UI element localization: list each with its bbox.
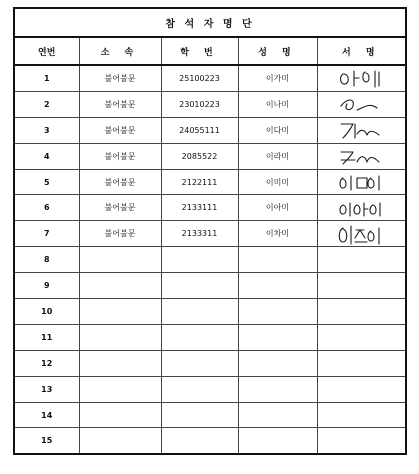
handwritten-signature: [337, 196, 385, 220]
row-student-id: 2133311: [161, 221, 238, 247]
header-signature: 서 명: [317, 37, 406, 65]
header-student-id: 학 번: [161, 37, 238, 65]
row-number: 14: [14, 402, 79, 428]
table-row: [14, 91, 406, 117]
row-signature: [317, 169, 406, 195]
row-affiliation: [79, 428, 161, 454]
row-name: 이미미: [238, 169, 317, 195]
row-number: 11: [14, 324, 79, 350]
row-name: [238, 428, 317, 454]
row-name: 이나미: [238, 91, 317, 117]
row-signature: [317, 324, 406, 350]
row-number: 12: [14, 350, 79, 376]
table-row: [14, 428, 406, 454]
row-student-id: 25100223: [161, 65, 238, 91]
row-signature: [317, 402, 406, 428]
row-student-id: [161, 299, 238, 325]
attendee-list-sheet: [13, 7, 405, 459]
row-affiliation: [79, 376, 161, 402]
row-student-id: [161, 376, 238, 402]
row-number: 6: [14, 195, 79, 221]
row-number: 1: [14, 65, 79, 91]
table-row: [14, 169, 406, 195]
row-student-id: 23010223: [161, 91, 238, 117]
attendee-rows: [14, 65, 406, 454]
row-name: [238, 376, 317, 402]
header-row: [14, 37, 406, 65]
table-row: [14, 221, 406, 247]
table-row: [14, 324, 406, 350]
row-number: 9: [14, 273, 79, 299]
row-name: 이다미: [238, 117, 317, 143]
row-name: 이아미: [238, 195, 317, 221]
row-student-id: [161, 350, 238, 376]
header-name: 성 명: [238, 37, 317, 65]
row-number: 2: [14, 91, 79, 117]
row-number: 3: [14, 117, 79, 143]
row-student-id: 2133111: [161, 195, 238, 221]
row-affiliation: [79, 402, 161, 428]
row-affiliation: [79, 273, 161, 299]
row-number: 8: [14, 247, 79, 273]
row-number: 5: [14, 169, 79, 195]
row-name: 이라미: [238, 143, 317, 169]
handwritten-signature: [337, 118, 385, 142]
row-affiliation: 불어불문: [79, 195, 161, 221]
row-name: [238, 247, 317, 273]
row-affiliation: 불어불문: [79, 143, 161, 169]
row-name: [238, 299, 317, 325]
row-number: 15: [14, 428, 79, 454]
row-name: 이가미: [238, 65, 317, 91]
handwritten-signature: [337, 66, 385, 90]
table-row: [14, 195, 406, 221]
row-name: 이차미: [238, 221, 317, 247]
row-signature: [317, 350, 406, 376]
table-row: [14, 273, 406, 299]
row-student-id: [161, 428, 238, 454]
row-signature: [317, 91, 406, 117]
handwritten-signature: [337, 170, 385, 194]
row-name: [238, 273, 317, 299]
row-number: 7: [14, 221, 79, 247]
table-row: [14, 65, 406, 91]
row-affiliation: [79, 350, 161, 376]
table-row: [14, 299, 406, 325]
row-signature: [317, 221, 406, 247]
table-row: [14, 376, 406, 402]
row-signature: [317, 65, 406, 91]
row-number: 10: [14, 299, 79, 325]
row-student-id: 2085522: [161, 143, 238, 169]
row-affiliation: [79, 324, 161, 350]
title-row: [14, 8, 406, 37]
document-title: 참 석 자 명 단: [14, 8, 406, 37]
row-number: 13: [14, 376, 79, 402]
table-row: [14, 143, 406, 169]
header-affiliation: 소 속: [79, 37, 161, 65]
row-affiliation: 불어불문: [79, 221, 161, 247]
row-signature: [317, 143, 406, 169]
row-affiliation: 불어불문: [79, 117, 161, 143]
table-row: [14, 402, 406, 428]
row-signature: [317, 195, 406, 221]
row-student-id: 2122111: [161, 169, 238, 195]
row-affiliation: 불어불문: [79, 65, 161, 91]
row-signature: [317, 428, 406, 454]
row-signature: [317, 299, 406, 325]
row-student-id: 24055111: [161, 117, 238, 143]
row-name: [238, 324, 317, 350]
row-student-id: [161, 247, 238, 273]
row-name: [238, 350, 317, 376]
attendee-table: [13, 7, 407, 455]
row-signature: [317, 247, 406, 273]
table-row: [14, 350, 406, 376]
row-signature: [317, 117, 406, 143]
row-name: [238, 402, 317, 428]
row-signature: [317, 273, 406, 299]
row-affiliation: [79, 299, 161, 325]
row-student-id: [161, 402, 238, 428]
handwritten-signature: [337, 92, 385, 116]
row-student-id: [161, 273, 238, 299]
row-affiliation: [79, 247, 161, 273]
row-affiliation: 불어불문: [79, 169, 161, 195]
table-row: [14, 247, 406, 273]
row-signature: [317, 376, 406, 402]
row-student-id: [161, 324, 238, 350]
handwritten-signature: [337, 222, 385, 246]
header-no: 연번: [14, 37, 79, 65]
row-number: 4: [14, 143, 79, 169]
table-row: [14, 117, 406, 143]
row-affiliation: 불어불문: [79, 91, 161, 117]
handwritten-signature: [337, 144, 385, 168]
